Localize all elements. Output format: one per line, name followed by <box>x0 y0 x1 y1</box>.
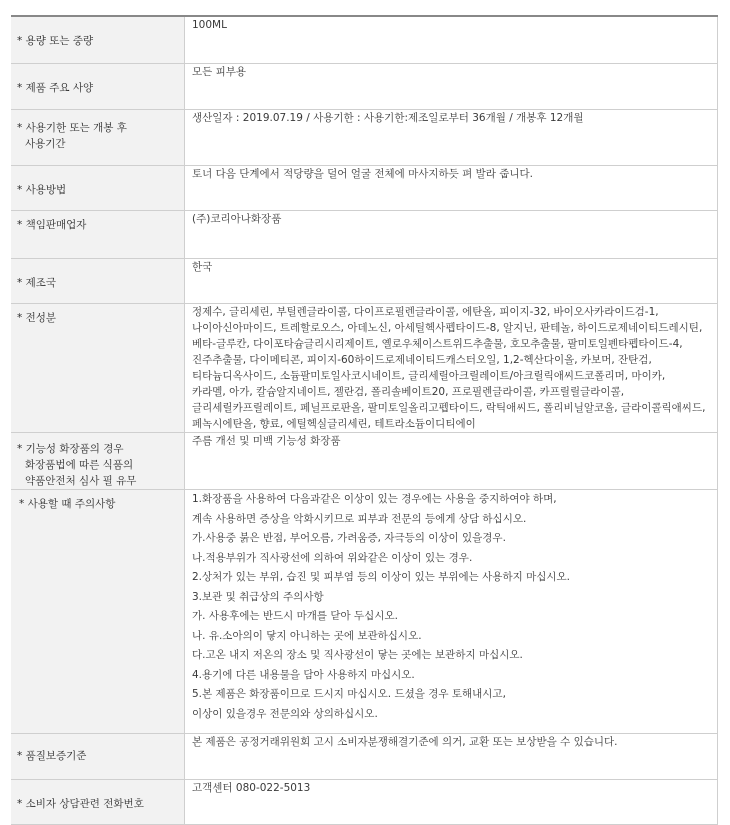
row-value-text: 본 제품은 공정거래위원회 고시 소비자분쟁해결기준에 의거, 교환 또는 보상받을 수 있습니다. <box>192 736 618 748</box>
precaution-line: 5.본 제품은 화장품이므로 드시지 마십시오. 드셨을 경우 토해내시고, <box>192 688 506 700</box>
precaution-line: 1.화장품을 사용하여 다음과같은 이상이 있는 경우에는 사용을 중지하여야 하며, <box>192 493 557 505</box>
precaution-line: 가.사용중 붉은 반점, 부어오름, 가려움증, 자극등의 이상이 있을경우. <box>192 532 506 544</box>
row-label-text: * 용량 또는 중량 <box>17 35 94 47</box>
label-line: * 사용기한 또는 개봉 후 <box>17 122 127 134</box>
precaution-line: 3.보관 및 취급상의 주의사항 <box>192 590 324 603</box>
precaution-line: 4.용기에 다른 내용물을 담아 사용하지 마십시오. <box>192 668 415 681</box>
precaution-line: 계속 사용하면 증상을 악화시키므로 피부과 전문의 등에게 상담 하십시오. <box>192 512 527 525</box>
row-label-text <box>17 433 178 489</box>
row-label <box>11 16 185 64</box>
precaution-line: 2.상처가 있는 부위, 습진 및 피부염 등의 이상이 있는 부위에는 사용하지 마십시오. <box>192 571 570 583</box>
table-row <box>11 211 718 259</box>
row-label-text: * 소비자 상담관련 전화번호 <box>17 798 144 810</box>
ingredients-line: 티타늄디옥사이드, 소듐팔미토일사코시네이트, 글리세릴아크릴레이트/아크릴릭애씨드코폴리머, 마이카, <box>192 370 666 382</box>
ingredients-line: 카라멜, 아가, 칼슘알지네이트, 젤란검, 폴리솔베이트20, 프로필렌글라이콜, 카프릴릴글라이콜, <box>192 386 625 398</box>
ingredients-line: 나이아신아마이드, 트레할로오스, 아데노신, 아세틸헥사펩타이드-8, 알지닌, 판테놀, 하이드로제네이티드레시틴, <box>192 322 703 334</box>
precaution-line: 나.적용부위가 직사광선에 의하여 위와같은 이상이 있는 경우. <box>192 551 473 564</box>
label-line: 약품안전처 심사 필 유무 <box>25 475 137 487</box>
precaution-line: 나. 유.소아의이 닿지 아니하는 곳에 보관하십시오. <box>192 629 422 642</box>
row-value-text: (주)코리아나화장품 <box>192 213 282 225</box>
row-label-text: * 제품 주요 사양 <box>17 82 94 94</box>
table-row <box>11 16 718 64</box>
label-line: * 기능성 화장품의 경우 <box>17 443 124 455</box>
precaution-line: 가. 사용후에는 반드시 마개를 닫아 두십시오. <box>192 610 398 622</box>
ingredients-line: 페녹시에탄올, 향료, 에틸헥실글리세린, 테트라소듐이디티에이 <box>192 418 476 430</box>
row-label <box>11 734 185 780</box>
ingredients-line: 글리세릴카프릴레이트, 페닐프로판올, 팔미토일올리고펩타이드, 락틱애씨드, 폴리비닐알코올, 글라이콜릭애씨드, <box>192 402 706 414</box>
table-row <box>11 259 718 304</box>
label-line: 화장품법에 따른 식품의 <box>25 459 134 471</box>
row-value <box>185 16 718 64</box>
row-label <box>11 304 185 433</box>
row-label-text: * 사용방법 <box>17 184 67 196</box>
row-value-text: 토너 다음 단계에서 적당량을 덜어 얼굴 전체에 마사지하듯 펴 발라 줍니다. <box>192 168 534 180</box>
row-label <box>11 211 185 259</box>
row-label <box>11 259 185 304</box>
ingredients-line: 정제수, 글리세린, 부틸렌글라이콜, 다이프로필렌글라이콜, 에탄올, 피이지-32, 바이오사카라이드검-1, <box>192 306 659 318</box>
row-label-text: * 제조국 <box>17 277 57 289</box>
row-label <box>11 490 185 734</box>
row-value-text: 생산일자 : 2019.07.19 / 사용기한 : 사용기한:제조일로부터 36개월 / 개봉후 12개월 <box>192 112 584 124</box>
row-value <box>185 304 718 433</box>
row-value <box>185 211 718 259</box>
table-row <box>11 433 718 490</box>
row-value-text: 100ML <box>192 19 227 31</box>
row-value-text: 모든 피부용 <box>192 66 247 78</box>
row-label-text: * 책임판매업자 <box>17 219 87 231</box>
precaution-line: 이상이 있을경우 전문의와 상의하십시오. <box>192 707 378 720</box>
table-row <box>11 490 718 734</box>
row-label-text: * 품질보증기준 <box>17 750 87 762</box>
precautions-list <box>192 490 709 724</box>
table-row <box>11 304 718 433</box>
row-label <box>11 433 185 490</box>
row-label <box>11 780 185 825</box>
label-line: 사용기간 <box>25 138 66 150</box>
row-value <box>185 166 718 211</box>
table-row <box>11 734 718 780</box>
row-value <box>185 433 718 490</box>
ingredients-line: 베타-글루칸, 다이포타슘글리시리제이트, 옐로우체이스트위드추출물, 호모추출물, 팔미토일펜타펩타이드-4, <box>192 338 683 350</box>
row-label-text: * 사용할 때 주의사항 <box>19 498 116 510</box>
row-value-text: 한국 <box>192 261 213 273</box>
product-info-table-wrapper <box>11 15 718 825</box>
product-info-table <box>11 15 718 825</box>
table-row <box>11 780 718 825</box>
row-value-text: 주름 개선 및 미백 기능성 화장품 <box>192 435 341 447</box>
ingredients-list <box>192 304 709 432</box>
row-label <box>11 166 185 211</box>
row-label-text: * 전성분 <box>17 312 57 324</box>
ingredients-line: 진주추출물, 다이메티콘, 피이지-60하이드로제네이티드캐스터오일, 1,2-헥산다이올, 카보머, 잔탄검, <box>192 354 652 366</box>
table-row <box>11 166 718 211</box>
row-label-text <box>17 110 178 152</box>
row-label <box>11 110 185 166</box>
row-value-text: 고객센터 080-022-5013 <box>192 782 311 794</box>
row-value <box>185 490 718 734</box>
row-value <box>185 259 718 304</box>
row-value <box>185 780 718 825</box>
row-label <box>11 64 185 110</box>
precaution-line: 다.고온 내지 저온의 장소 및 직사광선이 닿는 곳에는 보관하지 마십시오. <box>192 649 523 661</box>
